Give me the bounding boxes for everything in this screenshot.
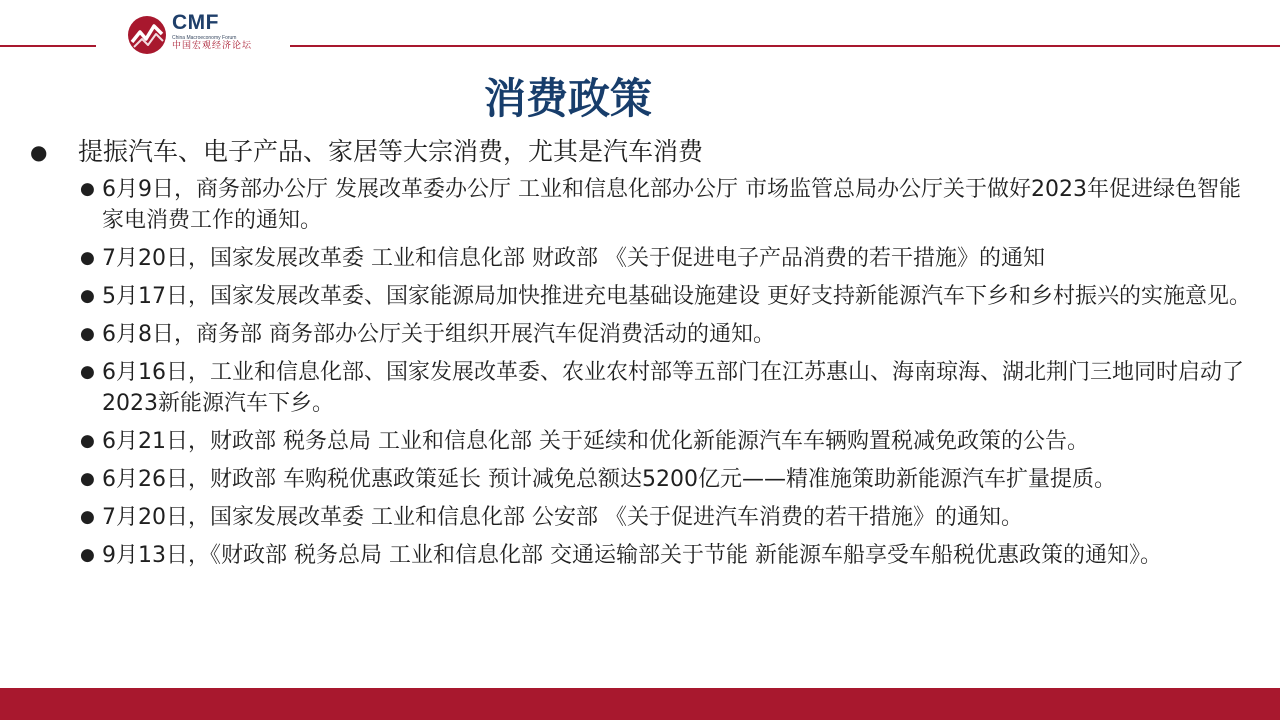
list-item: [80, 357, 1260, 419]
slide-title: 消费政策: [483, 74, 652, 123]
bullet-dot-icon: ●: [80, 324, 95, 344]
bullet-dot-icon: ●: [80, 507, 95, 527]
list-item: [80, 243, 1260, 274]
list-item-text: 6月21日，财政部 税务总局 工业和信息化部 关于延续和优化新能源汽车车辆购置税减免政策的公告。: [102, 429, 1089, 454]
list-item-text: 5月17日，国家发展改革委、国家能源局加快推进充电基础设施建设 更好支持新能源汽车下乡和乡村振兴的实施意见。: [102, 284, 1251, 309]
list-item-text: 6月8日，商务部 商务部办公厅关于组织开展汽车促消费活动的通知。: [102, 322, 775, 347]
bullet-dot-icon: ●: [80, 179, 95, 199]
header-rule-left: [0, 45, 96, 47]
list-item: [80, 174, 1260, 236]
list-item: [80, 319, 1260, 350]
list-item-text: 9月13日，《财政部 税务总局 工业和信息化部 交通运输部关于节能 新能源车船享受车船税优惠政策的通知》。: [102, 543, 1162, 568]
main-bullet: [30, 134, 1260, 170]
list-item: [80, 540, 1260, 571]
list-item-text: 6月26日，财政部 车购税优惠政策延长 预计减免总额达5200亿元——精准施策助新能源汽车扩量提质。: [102, 467, 1116, 492]
list-item: [80, 281, 1260, 312]
slide-header: [0, 0, 1280, 70]
logo-text-block: [172, 12, 252, 52]
logo-english: China Macroeconomy Forum: [172, 35, 237, 41]
footer-bar: [0, 688, 1280, 720]
list-item-text: 6月9日，商务部办公厅 发展改革委办公厅 工业和信息化部办公厅 市场监管总局办公厅关于做好2023年促进绿色智能家电消费工作的通知。: [102, 177, 1241, 233]
logo-cmf: CMF: [172, 11, 219, 34]
bullet-dot-icon: ●: [80, 286, 95, 306]
list-item-text: 6月16日，工业和信息化部、国家发展改革委、农业农村部等五部门在江苏惠山、海南琼海、湖北荆门三地同时启动了2023新能源汽车下乡。: [102, 360, 1244, 416]
slide-content: [30, 134, 1260, 578]
cmf-logo-icon: [126, 14, 168, 56]
main-bullet-text: 提振汽车、电子产品、家居等大宗消费，尤其是汽车消费: [78, 137, 704, 166]
list-item: [80, 502, 1260, 533]
list-item-text: 7月20日，国家发展改革委 工业和信息化部 财政部 《关于促进电子产品消费的若干措施》的通知: [102, 246, 1045, 271]
bullet-dot-icon: ●: [80, 431, 95, 451]
cmf-logo: [126, 12, 286, 58]
bullet-dot-icon: ●: [80, 469, 95, 489]
logo-chinese: 中国宏观经济论坛: [172, 41, 253, 51]
list-item-text: 7月20日，国家发展改革委 工业和信息化部 公安部 《关于促进汽车消费的若干措施》的通知。: [102, 505, 1023, 530]
list-item: [80, 426, 1260, 457]
bullet-dot-icon: ●: [80, 248, 95, 268]
header-rule-right: [290, 45, 1280, 47]
list-item: [80, 464, 1260, 495]
bullet-dot-icon: ●: [80, 362, 95, 382]
bullet-dot-icon: ●: [80, 545, 95, 565]
bullet-dot-icon: ●: [30, 140, 48, 164]
